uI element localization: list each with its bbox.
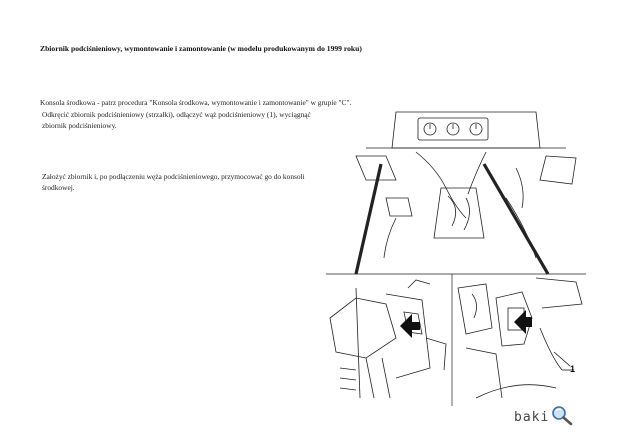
vacuum-tank-illustration [326, 108, 586, 408]
paragraph-console-reference: Konsola środkowa - patrz procedura "Konsola środkowa, wymontowanie i zamontowanie" w grupie "C". [40, 98, 352, 107]
paragraph-removal-steps: Odkręcić zbiornik podciśnieniowy (strzałki), odłączyć wąż podciśnieniowy (1), wyciągnąć zbiornik podciśnieniowy. [42, 110, 311, 130]
document-title: Zbiornik podciśnieniowy, wymontowanie i zamontowanie (w modelu produkowanym do 1999 roku) [40, 44, 362, 53]
center-console-drawing [356, 112, 576, 258]
arrow-icon [400, 314, 420, 338]
watermark-logo [514, 404, 584, 430]
magnifier-icon [550, 404, 574, 426]
paragraph-installation-steps: Założyć zbiornik i, po podłączeniu węża podciśnieniowego, przymocować go do konsoli środkowej. [42, 172, 305, 192]
callout-label: 1 [570, 364, 576, 374]
lower-left-detail-drawing [330, 280, 446, 398]
lower-right-detail-drawing [458, 278, 582, 398]
watermark-text: baki [514, 410, 550, 425]
